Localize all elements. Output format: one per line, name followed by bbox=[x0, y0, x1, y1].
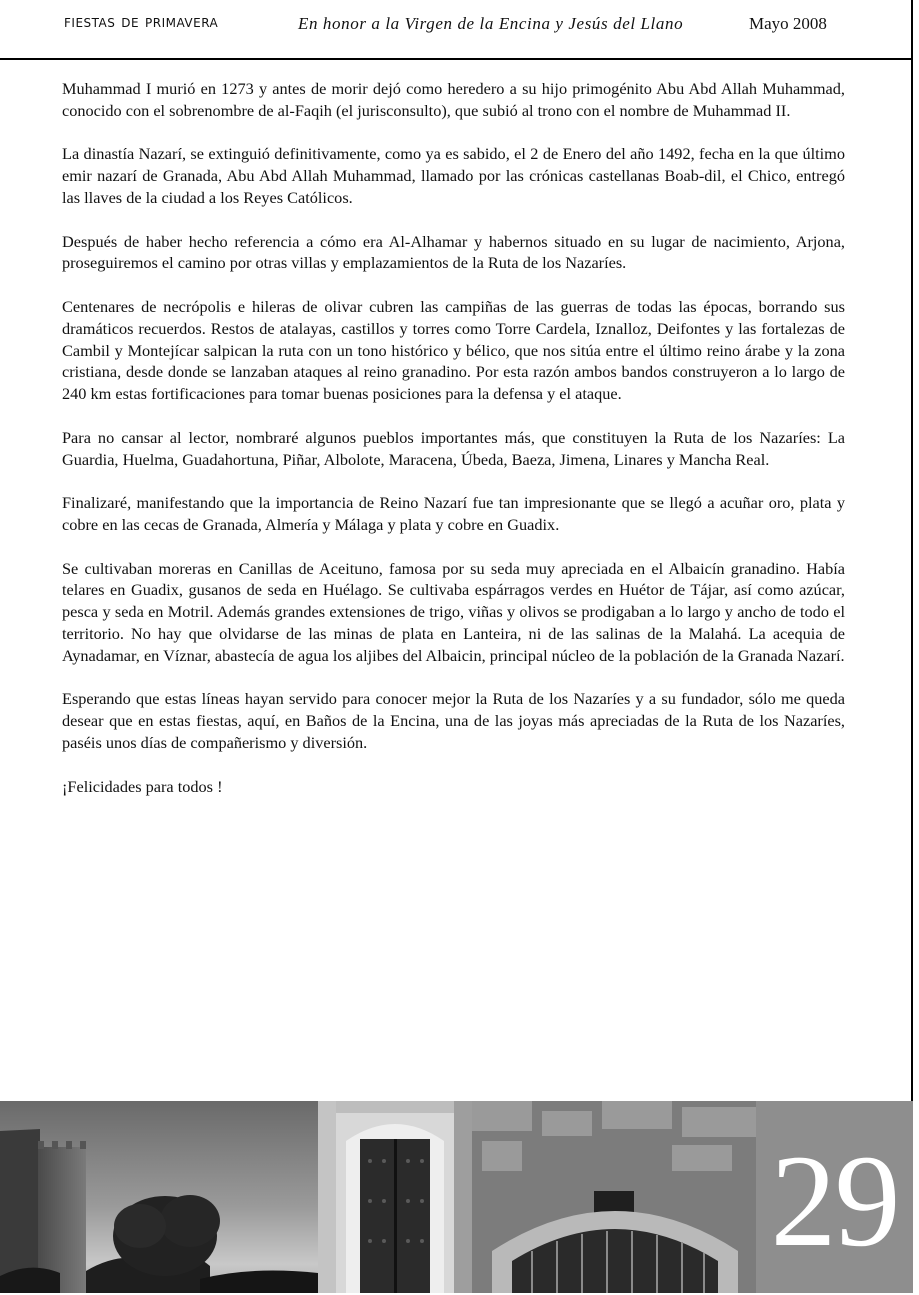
footer-photo-strip bbox=[0, 1101, 913, 1293]
paragraph-6: Finalizaré, manifestando que la importancia de Reino Nazarí fue tan impresionante que se llegó a acuñar oro, plata y cobre en las cecas de Granada, Almería y Málaga y plata y cobre en Guadix. bbox=[62, 493, 845, 534]
paragraph-1: Muhammad I murió en 1273 y antes de morir dejó como heredero a su hijo primogénito Abu Abd Allah Muhammad, conocido con el sobrenombre de al-Faqih (el jurisconsulto), que subió al trono con el nombre de Muhammad II. bbox=[62, 79, 845, 120]
paragraph-5: Para no cansar al lector, nombraré algunos pueblos importantes más, que constituyen la Ruta de los Nazaríes: La Guardia, Huelma, Guadahortuna, Piñar, Albolote, Maracena, Úbeda, Baeza, Jimena, Linares y Mancha Real. bbox=[62, 427, 845, 469]
wooden-door-photo bbox=[318, 1101, 472, 1293]
page-header bbox=[0, 0, 913, 60]
paragraph-3: Después de haber hecho referencia a cómo era Al-Alhamar y habernos situado en su lugar de nacimiento, Arjona, proseguiremos el camino por otras villas y emplazamientos de la Ruta de los Nazaríes. bbox=[62, 231, 845, 273]
paragraph-8: Esperando que estas líneas hayan servido para conocer mejor la Ruta de los Nazaríes y a su fundador, sólo me queda desear que en estas fiestas, aquí, en Baños de la Encina, una de las joyas más apreciadas de la Ruta de los Nazaríes, paséis unos días de compañerismo y diversión. bbox=[62, 689, 845, 752]
paragraph-4: Centenares de necrópolis e hileras de olivar cubren las campiñas de las guerras de todas las épocas, borrando sus dramáticos recuerdos. Restos de atalayas, castillos y torres como Torre Cardela, Iznalloz, Deifontes y las fortalezas de Cambil y Montejícar salpican la ruta con un tono histórico y bélico, que nos sitúa entre el último reino árabe y la zona cristiana, desde donde se lanzaban ataques al reino granadino. Por esta razón ambos bandos construyeron a lo largo de 240 km estas fortificaciones para tomar buenas posiciones para la defensa y el ataque. bbox=[62, 296, 845, 404]
publication-title: fiestas de primavera bbox=[64, 12, 219, 32]
stone-arch-photo bbox=[472, 1101, 758, 1293]
page-number-box bbox=[756, 1101, 913, 1293]
closing-line: ¡Felicidades para todos ! bbox=[62, 776, 223, 796]
issue-date: Mayo 2008 bbox=[749, 14, 827, 33]
paragraph-7: Se cultivaban moreras en Canillas de Aceituno, famosa por su seda muy apreciada en el Albaicín granadino. Había telares en Guadix, gusanos de seda en Huélago. Se cultivaba espárragos verdes en Huétor de Tájar, así como azúcar, pesca y seda en Motril. Además grandes extensiones de trigo, viñas y olivos se prodigaban a lo largo y ancho de todo el territorio. No hay que olvidarse de las minas de plata en Lanteira, ni de las salinas de la Malahá. La acequia de Aynadamar, en Víznar, abastecía de agua los aljibes del Albaicin, principal núcleo de la población de la Granada Nazarí. bbox=[62, 558, 845, 665]
page-number: 29 bbox=[770, 1127, 899, 1274]
paragraph-2: La dinastía Nazarí, se extinguió definitivamente, como ya es sabido, el 2 de Enero del año 1492, fecha en la que último emir nazarí de Granada, Abu Abd Allah Muhammad, llamado por las crónicas castellanas Boab-dil, el Chico, entregó las llaves de la ciudad a los Reyes Católicos. bbox=[62, 144, 845, 207]
tower-landscape-photo bbox=[0, 1101, 318, 1293]
publication-subtitle: En honor a la Virgen de la Encina y Jesús del Llano bbox=[298, 14, 684, 33]
article-body bbox=[62, 78, 845, 819]
